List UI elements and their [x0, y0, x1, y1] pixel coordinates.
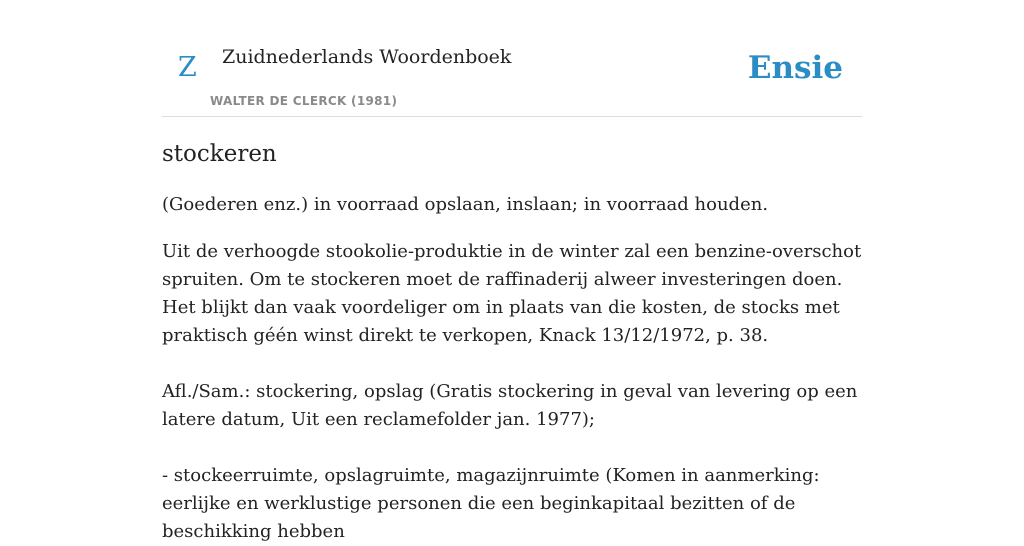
entry-example-text: Uit de verhoogde stookolie-produktie in de winter zal een benzine-overschot spruiten. Om te stockeren moet de raffinaderij alweer investeringen doen. Het blijkt dan vaak voordeliger om in plaats van die kosten, de stocks met praktisch géén winst direkt te verkopen, Knack 13/12/1972, p. 38. Afl./Sam.: stockering, opslag (Gratis stockering in geval van levering op een latere datum, Uit een reclamefolder jan. 1977); - stockeerruimte, opslagruimte, magazijnruimte (Komen in aanmerking: eerlijke en werklustige personen die een beginkapitaal bezitten of de beschikking hebben: [162, 241, 862, 542]
entry-headword: stockeren: [162, 141, 277, 167]
dictionary-author: WALTER DE CLERCK (1981): [210, 94, 398, 108]
dictionary-title[interactable]: Zuidnederlands Woordenboek: [222, 46, 512, 68]
dictionary-logo[interactable]: Z: [178, 52, 197, 83]
ensie-brand-logo[interactable]: Ensie: [747, 50, 843, 86]
entry-content: [162, 137, 862, 546]
entry-definition: (Goederen enz.) in voorraad opslaan, inslaan; in voorraad houden.: [162, 194, 769, 215]
dictionary-header: [162, 0, 862, 117]
